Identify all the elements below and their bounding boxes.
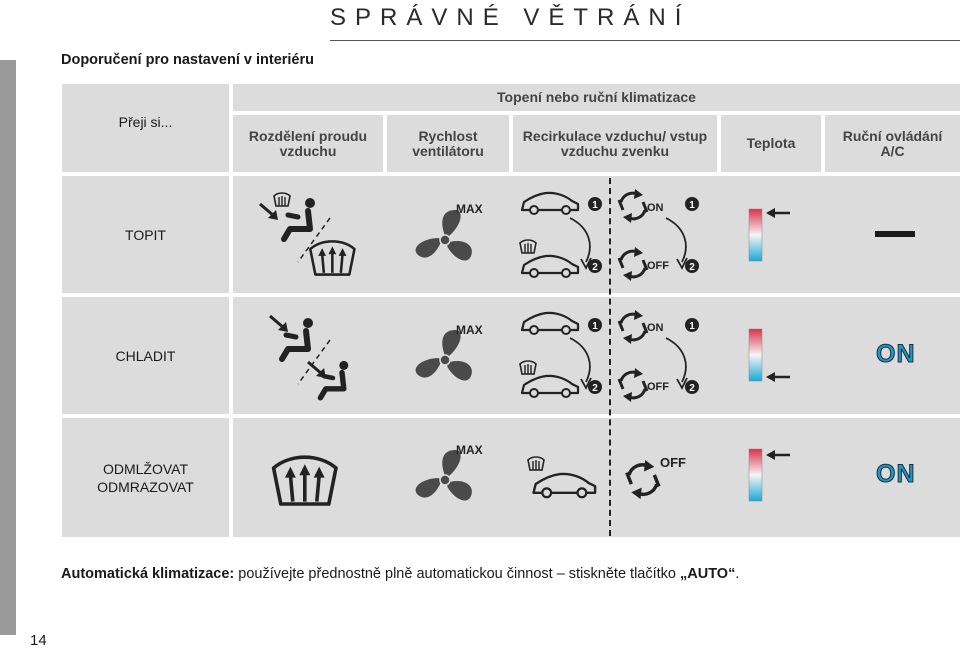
car-fresh-air-icon	[520, 361, 578, 397]
fan-icon	[416, 210, 472, 261]
step-number: 2	[592, 383, 598, 394]
recirculation-icon	[619, 368, 647, 402]
fan-icon	[416, 450, 472, 501]
column-header-label: Ruční ovládání A/C	[842, 127, 943, 159]
row-label-text: CHLADIT	[115, 347, 176, 364]
row-label-text: TOPIT	[125, 226, 166, 243]
seat-airflow-icon	[270, 316, 348, 398]
column-header-label: Rychlost ventilátoru	[412, 127, 484, 159]
column-header-label: Rozdělení proudu vzduchu	[248, 127, 368, 159]
section-subtitle: Doporučení pro nastavení v interiéru	[61, 52, 314, 68]
group-header-label: Topení nebo ruční klimatizace	[497, 89, 696, 105]
recirculation-icon	[619, 247, 647, 281]
row-label-text: ODMLŽOVAT ODMRAZOVAT	[97, 460, 194, 495]
step-number: 2	[689, 383, 695, 394]
fan-max-label: MAX	[456, 443, 483, 457]
ac-on-label: ON	[876, 340, 916, 368]
recirc-off-label: OFF	[660, 455, 686, 470]
temperature-gauge-icon	[749, 449, 790, 501]
recirculation-icon	[619, 189, 647, 223]
footer-text: používejte přednostně plně automatickou činnost – stiskněte tlačítko	[234, 566, 680, 582]
page-number: 14	[30, 632, 47, 649]
step-number: 2	[592, 262, 598, 273]
footer-auto: „AUTO“	[680, 566, 736, 582]
car-recirculation-icon	[522, 193, 578, 214]
ac-on-label: ON	[876, 460, 916, 488]
car-fresh-air-icon	[528, 457, 595, 497]
seat-airflow-icon	[260, 193, 330, 262]
step-number: 1	[592, 321, 598, 332]
step-number: 1	[689, 321, 695, 332]
recirc-on-label: ON	[647, 322, 664, 334]
column-header-label: Recirkulace vzduchu/ vstup vzduchu zvenku	[522, 127, 708, 159]
windscreen-defrost-icon	[274, 457, 336, 504]
footer-note	[61, 566, 739, 582]
step-number: 2	[689, 262, 695, 273]
step-number: 1	[689, 200, 695, 211]
fan-icon	[416, 330, 472, 381]
row-header-label: Přeji si...	[118, 114, 173, 130]
fan-max-label: MAX	[456, 202, 483, 216]
car-fresh-air-icon	[520, 240, 578, 277]
recirc-on-label: ON	[647, 202, 664, 214]
page-title: SPRÁVNÉ VĚTRÁNÍ	[330, 4, 691, 31]
column-header-label: Teplota	[746, 135, 796, 151]
recirc-off-label: OFF	[647, 381, 669, 393]
temperature-gauge-icon	[749, 329, 790, 382]
recirculation-icon	[627, 460, 659, 499]
step-number: 1	[592, 200, 598, 211]
footer-bold: Automatická klimatizace:	[61, 566, 235, 582]
footer-end: .	[735, 566, 740, 582]
windscreen-defrost-icon	[310, 241, 354, 274]
recirc-off-label: OFF	[647, 260, 669, 272]
car-recirculation-icon	[522, 313, 578, 334]
recirculation-icon	[619, 310, 647, 344]
fan-max-label: MAX	[456, 323, 483, 337]
temperature-gauge-icon	[749, 208, 790, 261]
